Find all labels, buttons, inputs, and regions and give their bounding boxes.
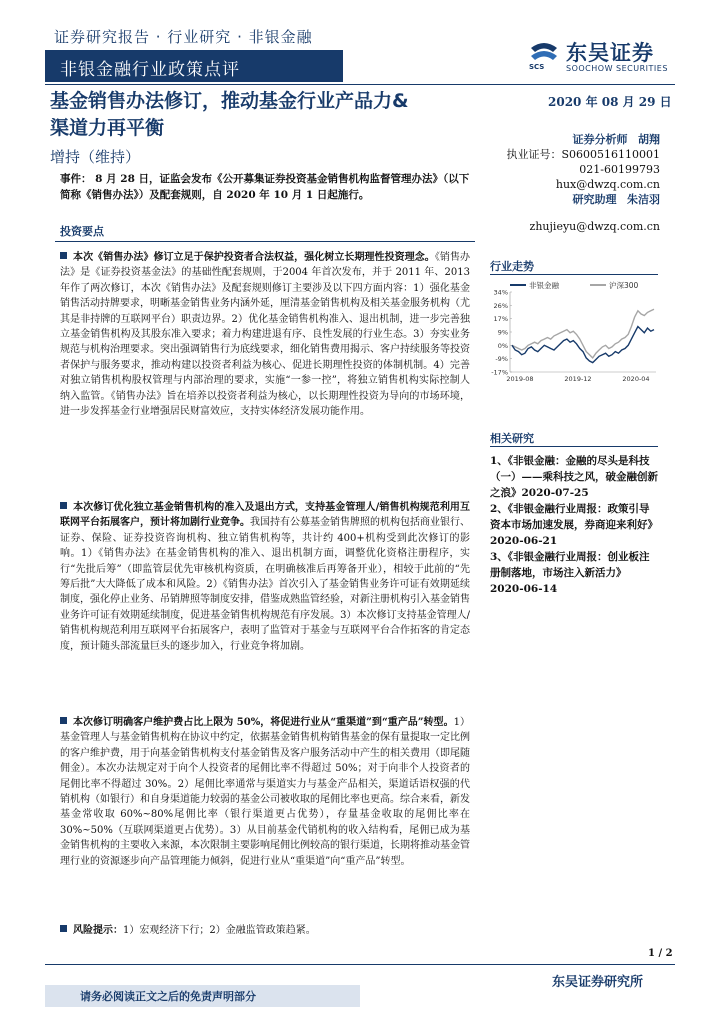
related-divider <box>490 446 658 447</box>
brand-name-cn: 东吴证券 <box>566 41 654 65</box>
report-title <box>50 88 490 142</box>
assistant-role: 研究助理 <box>572 193 617 206</box>
industry-trend-chart <box>486 278 662 386</box>
analyst-email[interactable]: hux@dwzq.com.cn <box>555 178 660 191</box>
analyst-info <box>500 132 660 234</box>
bullet-square-icon <box>60 502 67 509</box>
legend-label: 沪深300 <box>609 281 639 290</box>
bullet-square-icon <box>60 717 67 724</box>
key-point-lead: 本次修订优化独立基金销售机构的准入及退出方式，支持基金管理人/销售机构规范利用互联网平台拓展客户，预计将加剧行业竞争。 <box>60 502 470 529</box>
y-tick-label: -9% <box>495 355 508 364</box>
y-tick-label: -17% <box>491 368 508 377</box>
legend-label: 非银金融 <box>529 281 559 290</box>
footer-institute: 东吴证券研究所 <box>552 975 644 990</box>
related-item[interactable]: 3、《非银金融行业周报：创业板注册制落地，市场注入新活力》2020-06-14 <box>490 551 650 595</box>
y-tick-label: 34% <box>493 288 508 297</box>
bullet-square-icon <box>60 925 67 932</box>
disclaimer-text: 请务必阅读正文之后的免责声明部分 <box>80 990 256 1003</box>
analyst-role: 证券分析师 <box>572 133 628 146</box>
brand-name-en: SOOCHOW SECURITIES <box>566 64 668 73</box>
risk-warning-body: 1）宏观经济下行；2）金融监管政策趋紧。 <box>123 925 316 936</box>
header-divider <box>45 84 675 85</box>
report-title-line1: 基金销售办法修订，推动基金行业产品力& <box>50 90 409 112</box>
risk-warning <box>60 923 470 938</box>
chart-divider <box>490 274 658 275</box>
assistant-email[interactable]: zhujieyu@dwzq.com.cn <box>529 220 660 233</box>
related-item[interactable]: 1、《非银金融：金融的尽头是科技（一）——乘科技之风，破金融创新之浪》2020-07-25 <box>490 455 658 499</box>
key-point-1 <box>60 250 470 419</box>
key-point-2 <box>60 500 470 654</box>
analyst-phone: 021-60199793 <box>579 163 660 176</box>
analyst-primary <box>500 132 660 147</box>
key-point-3 <box>60 715 470 869</box>
report-categories: 证券研究报告 · 行业研究 · 非银金融 <box>54 28 313 46</box>
related-item[interactable]: 2、《非银金融行业周报：政策引导资本市场加速发展，券商迎来利好》2020-06-21 <box>490 503 658 547</box>
svg-text:SCS: SCS <box>529 63 545 70</box>
bullet-square-icon <box>60 252 67 259</box>
section-heading-key-points: 投资要点 <box>60 225 104 238</box>
soochow-logo-icon <box>527 36 561 70</box>
assistant-primary <box>500 192 660 207</box>
chart-heading: 行业走势 <box>490 260 534 273</box>
related-research-heading: 相关研究 <box>490 432 534 445</box>
page-number: 1 / 2 <box>648 948 673 959</box>
y-tick-label: 17% <box>493 315 508 324</box>
x-tick-label: 2019-12 <box>564 375 592 383</box>
section-divider <box>55 241 475 242</box>
key-point-body: 《销售办法》是《证券投资基金法》的基础性配套规则，于2004 年首次发布，并于 2011 年、2013 年作了两次修订，本次《销售办法》及配套规则修订主要涉及以下四方面内容：1）强化基金销售活动持牌要求，明晰基金销售业务内涵外延，厘清基金销售机构及相关基金服务机构（尤其是非持牌的互联网平台）职责边界。2）优化基金销售机构准入、退出机制，进一步完善独立基金销售机构及其股东准入要求；着力构建进退有序、良性发展的行业生态。3）夯实业务规范与机构治理要求。突出强调销售行为底线要求，细化销售费用揭示、客户持续服务等投资者保护与服务要求，推动构建以投资者利益为核心、促进长期理性投资的体制机制。4）完善对独立销售机构股权管理与内部治理的要求，实施“一参一控”，将独立销售机构实际控制人纳入监管。《销售办法》旨在培养以投资者利益为核心，以长期理性投资为导向的市场环境，进一步发挥基金行业增强居民财富效应，支持实体经济发展功能作用。 <box>60 252 471 418</box>
key-point-body: 1）基金管理人与基金销售机构在协议中约定，依据基金销售机构销售基金的保有量提取一定比例的客户维护费，用于向基金销售机构支付基金销售及客户服务活动中产生的相关费用（即尾随佣金）。本次办法规定对于向个人投资者的尾佣比率不得超过 50%；对于向非个人投资者的尾佣比率不得超过 30%。2）尾佣比率通常与渠道实力与基金产品相关，渠道话语权强的代销机构（如银行）和自身渠道能力较弱的基金公司被收取的尾佣比率也更高。综合来看，新发基金常收取 60%~80%尾佣比率（银行渠道更占优势），存量基金收取的尾佣比率在 30%~50%（互联网渠道更占优势）。3）从目前基金代销机构的收入结构看，尾佣已成为基金销售机构的主要收入来源，本次限制主要影响尾佣比例较高的银行渠道，长期将推动基金管理行业的资源逐步向产品管理能力倾斜，促进行业从“重渠道”向“重产品”转型。 <box>60 717 470 867</box>
x-tick-label: 2020-04 <box>622 375 650 383</box>
analyst-cert: 执业证号：S0600516110001 <box>506 148 660 161</box>
series-line <box>512 309 654 358</box>
y-tick-label: 0% <box>497 341 508 350</box>
key-point-body: 我国持有公募基金销售牌照的机构包括商业银行、证券、保险、证券投资咨询机构、独立销售机构等，共计约 400+机构受到此次修订的影响。1）《销售办法》在基金销售机构的准入、退出机制方面，调整优化资格注册程序，实行“先批后筹”（即监管层优先审核机构资质，在明确核准后再筹备开业），相较于此前的“先筹后批”大大降低了成本和风险。2）《销售办法》首次引入了基金销售业务许可证有效期延续制度，强化停止业务、吊销牌照等制度安排，借鉴成熟监管经验，对新注册机构引入基金销售业务许可证有效期延续制度，促进基金销售机构规范有序发展。3）本次修订支持基金管理人/销售机构规范利用互联网平台拓展客户，表明了监管对于基金与互联网平台合作拓客的肯定态度，预计随头部流量巨头的逐步加入，行业竞争将加剧。 <box>60 517 470 652</box>
footer-divider <box>45 964 675 965</box>
event-summary: 事件： 8 月 28 日，证监会发布《公开募集证券投资基金销售机构监督管理办法》（以下简称《销售办法》）及配套规则，自 2020 年 10 月 1 日起施行。 <box>60 173 470 201</box>
report-title-line2: 渠道力再平衡 <box>50 117 165 139</box>
assistant-name: 朱洁羽 <box>627 193 660 206</box>
related-research-list <box>490 453 660 597</box>
y-tick-label: 9% <box>497 328 508 337</box>
x-tick-label: 2019-08 <box>506 375 534 383</box>
risk-warning-lead: 风险提示： <box>73 925 123 936</box>
report-date: 2020 年 08 月 29 日 <box>548 95 672 109</box>
key-point-lead: 本次修订明确客户维护费占比上限为 50%，将促进行业从“重渠道”到“重产品”转型。 <box>73 717 454 728</box>
investment-rating: 增持（维持） <box>50 148 141 166</box>
report-type: 非银金融行业政策点评 <box>60 60 240 80</box>
analyst-name: 胡翔 <box>638 133 660 146</box>
trend-chart-svg <box>486 278 662 386</box>
y-tick-label: 26% <box>493 301 508 310</box>
key-point-lead: 本次《销售办法》修订立足于保护投资者合法权益，强化树立长期理性投资理念。 <box>73 252 435 263</box>
